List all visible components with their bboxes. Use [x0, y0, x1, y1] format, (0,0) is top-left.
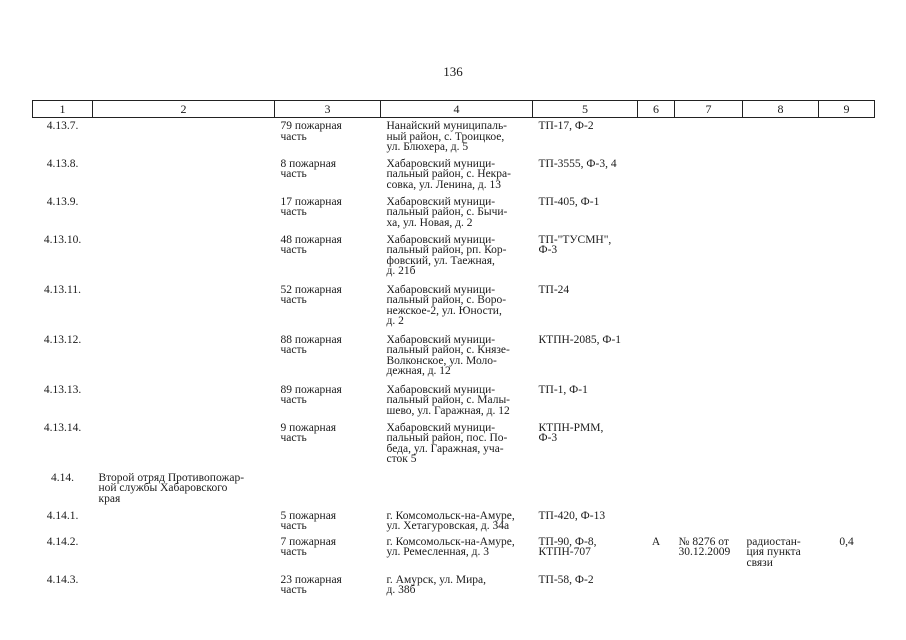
- table-cell: [743, 194, 819, 232]
- cell-text: г. Амурск, ул. Мира, д. 38б: [386, 573, 487, 596]
- table-cell: [93, 420, 275, 470]
- table-cell: [381, 534, 533, 572]
- cell-text: радиостан- ция пункта связи: [746, 535, 801, 569]
- table-cell: [743, 156, 819, 194]
- cell-text: 79 пожарная часть: [280, 120, 342, 143]
- cell-text: № 8276 от 30.12.2009: [678, 535, 731, 558]
- table-cell: [275, 332, 381, 382]
- table-cell: [743, 232, 819, 282]
- cell-text: Хабаровский муници- пальный район, с. Некра- совка, ул. Ленина, д. 13: [386, 157, 511, 191]
- table-cell: [819, 382, 875, 420]
- table-cell: [638, 508, 675, 534]
- cell-text: Хабаровский муници- пальный район, с. Бычи- ха, ул. Новая, д. 2: [386, 195, 508, 229]
- column-header: 8: [743, 101, 819, 118]
- cell-text: г. Комсомольск-на-Амуре, ул. Хетагуровская, д. 34а: [386, 509, 515, 532]
- table-cell: [275, 382, 381, 420]
- table-cell: [381, 156, 533, 194]
- column-header: 2: [93, 101, 275, 118]
- table-cell: [819, 194, 875, 232]
- table-body: [33, 118, 875, 602]
- table-cell: [33, 420, 93, 470]
- table-cell: [819, 156, 875, 194]
- table-cell: [675, 508, 743, 534]
- column-header: 6: [638, 101, 675, 118]
- cell-text: ТП-3555, Ф-3, 4: [538, 157, 617, 170]
- table-cell: [638, 534, 675, 572]
- table-cell: [819, 332, 875, 382]
- table-cell: [93, 508, 275, 534]
- table-cell: [381, 382, 533, 420]
- cell-text: ТП-90, Ф-8, КТПН-707: [538, 535, 597, 558]
- table-cell: [675, 420, 743, 470]
- table-cell: [819, 572, 875, 602]
- cell-text: 4.14.: [51, 471, 74, 484]
- column-header: 4: [381, 101, 533, 118]
- cell-text: Хабаровский муници- пальный район, с. Воро- нежское-2, ул. Юности, д. 2: [386, 283, 507, 327]
- column-header: 5: [533, 101, 638, 118]
- cell-text: А: [651, 535, 661, 548]
- table-cell: [533, 232, 638, 282]
- cell-text: 4.13.8.: [46, 157, 79, 170]
- table-cell: [675, 194, 743, 232]
- table-cell: [819, 232, 875, 282]
- cell-text: 5 пожарная часть: [280, 509, 337, 532]
- table-cell: [93, 282, 275, 332]
- cell-text: ТП-405, Ф-1: [538, 195, 600, 208]
- table-cell: [743, 382, 819, 420]
- cell-text: Хабаровский муници- пальный район, с. Князе- Волконское, ул. Моло- дежная, д. 12: [386, 333, 510, 377]
- table-cell: [638, 232, 675, 282]
- table-cell: [638, 572, 675, 602]
- table-cell: [381, 194, 533, 232]
- table-cell: [33, 332, 93, 382]
- table-cell: [33, 156, 93, 194]
- table-cell: [275, 282, 381, 332]
- table-cell: [533, 382, 638, 420]
- table-row: [33, 232, 875, 282]
- table-row: [33, 156, 875, 194]
- table-cell: [533, 332, 638, 382]
- table-cell: [533, 572, 638, 602]
- table-cell: [533, 118, 638, 156]
- cell-text: 4.14.3.: [46, 573, 79, 586]
- cell-text: 9 пожарная часть: [280, 421, 337, 444]
- cell-text: Нанайский муниципаль- ный район, с. Троицкое, ул. Блюхера, д. 5: [386, 120, 508, 153]
- table-cell: [93, 232, 275, 282]
- table-cell: [381, 508, 533, 534]
- table-cell: [743, 508, 819, 534]
- column-header: 9: [819, 101, 875, 118]
- table-cell: [675, 282, 743, 332]
- table-cell: [819, 282, 875, 332]
- table-cell: [275, 572, 381, 602]
- table-cell: [638, 118, 675, 156]
- table-cell: [743, 282, 819, 332]
- table-cell: [638, 470, 675, 508]
- table-cell: [675, 156, 743, 194]
- cell-text: 4.13.12.: [43, 333, 82, 346]
- table-cell: [275, 232, 381, 282]
- table-cell: [638, 332, 675, 382]
- table-cell: [675, 332, 743, 382]
- cell-text: 4.13.11.: [44, 283, 81, 296]
- register-table: [32, 100, 875, 602]
- table-cell: [819, 118, 875, 156]
- table-cell: [533, 534, 638, 572]
- table-cell: [743, 470, 819, 508]
- table-cell: [33, 470, 93, 508]
- table-cell: [381, 282, 533, 332]
- table-row: [33, 572, 875, 602]
- cell-text: КТПН-2085, Ф-1: [538, 333, 622, 346]
- cell-text: 52 пожарная часть: [280, 283, 342, 306]
- table-cell: [275, 420, 381, 470]
- table-cell: [275, 156, 381, 194]
- table-cell: [533, 420, 638, 470]
- table-cell: [533, 282, 638, 332]
- table-cell: [675, 470, 743, 508]
- table-row: [33, 508, 875, 534]
- cell-text: 0,4: [839, 535, 854, 548]
- cell-text: ТП-58, Ф-2: [538, 573, 594, 586]
- table-cell: [675, 118, 743, 156]
- cell-text: 17 пожарная часть: [280, 195, 342, 218]
- table-cell: [743, 420, 819, 470]
- table-cell: [93, 156, 275, 194]
- table-cell: [533, 156, 638, 194]
- table-cell: [33, 118, 93, 156]
- cell-text: ТП-420, Ф-13: [538, 509, 606, 522]
- column-header: 3: [275, 101, 381, 118]
- table-cell: [381, 470, 533, 508]
- header-row: [33, 101, 875, 118]
- table-cell: [275, 508, 381, 534]
- table-cell: [33, 282, 93, 332]
- table-cell: [743, 572, 819, 602]
- table-cell: [675, 382, 743, 420]
- column-header: 1: [33, 101, 93, 118]
- table-cell: [33, 232, 93, 282]
- table-row: [33, 282, 875, 332]
- cell-text: 48 пожарная часть: [280, 233, 342, 256]
- table-cell: [33, 508, 93, 534]
- table-cell: [33, 572, 93, 602]
- table-cell: [381, 332, 533, 382]
- cell-text: 4.13.10.: [43, 233, 82, 246]
- table-cell: [638, 156, 675, 194]
- table-cell: [819, 420, 875, 470]
- table-cell: [533, 508, 638, 534]
- table-cell: [743, 332, 819, 382]
- table-cell: [675, 572, 743, 602]
- cell-text: 8 пожарная часть: [280, 157, 337, 180]
- cell-text: 4.14.1.: [46, 509, 79, 522]
- page-number: 136: [443, 64, 463, 79]
- cell-text: г. Комсомольск-на-Амуре, ул. Ремесленная, д. 3: [386, 535, 515, 558]
- table-cell: [675, 534, 743, 572]
- table-cell: [819, 508, 875, 534]
- cell-text: КТПН-РММ, Ф-3: [538, 421, 604, 444]
- table-cell: [93, 118, 275, 156]
- table-cell: [381, 232, 533, 282]
- table-cell: [275, 534, 381, 572]
- cell-text: 23 пожарная часть: [280, 573, 342, 596]
- table-row: [33, 382, 875, 420]
- table-cell: [533, 194, 638, 232]
- table-cell: [638, 420, 675, 470]
- table-cell: [381, 420, 533, 470]
- cell-text: ТП-1, Ф-1: [538, 383, 588, 396]
- table-row: [33, 194, 875, 232]
- table-cell: [533, 470, 638, 508]
- table-row: [33, 470, 875, 508]
- table-cell: [275, 470, 381, 508]
- table-cell: [33, 534, 93, 572]
- cell-text: Второй отряд Противопожар- ной службы Хабаровского края: [98, 471, 245, 505]
- table-cell: [743, 118, 819, 156]
- table-cell: [743, 534, 819, 572]
- table-cell: [638, 194, 675, 232]
- cell-text: 88 пожарная часть: [280, 333, 342, 356]
- cell-text: 4.13.7.: [46, 120, 79, 132]
- table-cell: [275, 118, 381, 156]
- table-row: [33, 420, 875, 470]
- cell-text: ТП-17, Ф-2: [538, 120, 594, 132]
- table-row: [33, 534, 875, 572]
- table-cell: [638, 382, 675, 420]
- table-cell: [275, 194, 381, 232]
- table-cell: [819, 470, 875, 508]
- table-cell: [93, 534, 275, 572]
- cell-text: ТП-24: [538, 283, 570, 296]
- table-cell: [638, 282, 675, 332]
- table-row: [33, 118, 875, 156]
- column-header: 7: [675, 101, 743, 118]
- table-cell: [33, 194, 93, 232]
- table-cell: [93, 332, 275, 382]
- table-cell: [675, 232, 743, 282]
- cell-text: 4.13.13.: [43, 383, 82, 396]
- table-cell: [93, 572, 275, 602]
- table-row: [33, 332, 875, 382]
- table-cell: [381, 118, 533, 156]
- cell-text: 4.14.2.: [46, 535, 79, 548]
- table-cell: [93, 470, 275, 508]
- cell-text: 4.13.14.: [43, 421, 82, 434]
- cell-text: ТП-"ТУСМН", Ф-3: [538, 233, 612, 256]
- table-cell: [33, 382, 93, 420]
- table-cell: [381, 572, 533, 602]
- table-cell: [819, 534, 875, 572]
- table-cell: [93, 382, 275, 420]
- cell-text: 7 пожарная часть: [280, 535, 337, 558]
- table-cell: [93, 194, 275, 232]
- cell-text: 89 пожарная часть: [280, 383, 342, 406]
- cell-text: Хабаровский муници- пальный район, пос. По- беда, ул. Гаражная, уча- сток 5: [386, 421, 508, 465]
- cell-text: Хабаровский муници- пальный район, рп. Кор- фовский, ул. Таежная, д. 21б: [386, 233, 507, 277]
- cell-text: 4.13.9.: [46, 195, 79, 208]
- cell-text: Хабаровский муници- пальный район, с. Малы- шево, ул. Гаражная, д. 12: [386, 383, 510, 417]
